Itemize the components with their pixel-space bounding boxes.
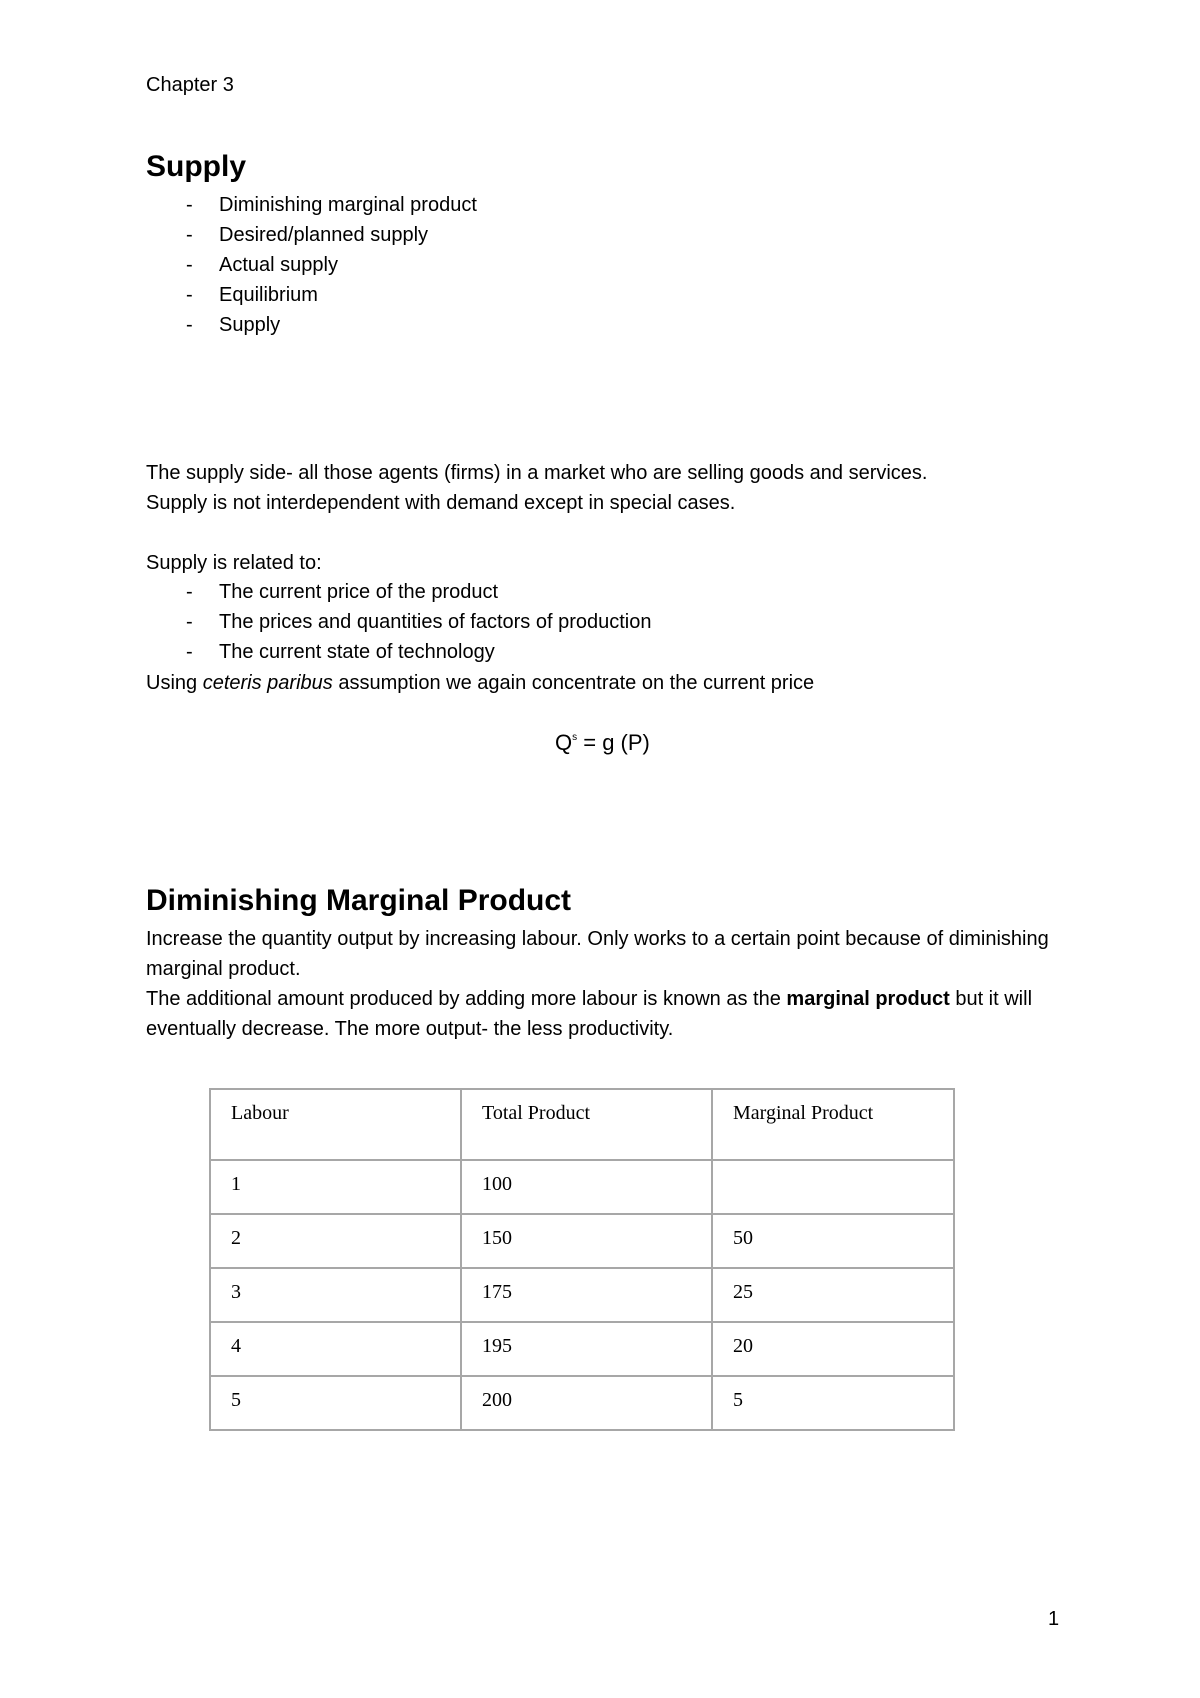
table-cell: 25 [712,1268,954,1322]
table-header-row [210,1089,954,1160]
list-item [146,607,651,637]
italic-term: ceteris paribus [202,672,333,694]
list-item-text: Equilibrium [219,284,318,306]
table-cell: 100 [461,1160,712,1214]
text-fragment: The additional amount produced by adding more labour is known as the [146,988,787,1010]
paragraph [146,984,1066,1044]
formula-superscript: s [572,732,578,743]
list-item-text: Supply [219,314,281,336]
table-cell: 4 [210,1322,461,1376]
list-item [146,250,477,280]
list-item-text: Diminishing marginal product [219,194,477,216]
text-fragment: Using [146,672,203,694]
dash-bullet: - [186,581,193,603]
table-row [210,1214,954,1268]
dash-bullet: - [186,611,193,633]
chapter-label: Chapter 3 [146,74,234,96]
table-cell: 175 [461,1268,712,1322]
ceteris-paribus-line [146,668,814,698]
list-item-text: Actual supply [219,254,338,276]
dmp-paragraph [146,924,1066,1044]
table-row [210,1322,954,1376]
table-cell: 5 [712,1376,954,1430]
table-row [210,1268,954,1322]
dash-bullet: - [186,254,193,276]
list-item [146,190,477,220]
dash-bullet: - [186,284,193,306]
list-item [146,280,477,310]
formula-q: Q [555,730,573,755]
list-item-text: Desired/planned supply [219,224,429,246]
marginal-product-table [209,1088,955,1431]
bold-term: marginal product [786,988,950,1010]
table-row [210,1376,954,1430]
list-item-text: The current price of the product [219,581,499,603]
dash-bullet: - [186,194,193,216]
dash-bullet: - [186,224,193,246]
related-intro: Supply is related to: [146,552,322,574]
supply-topic-list [146,190,477,340]
paragraph: Increase the quantity output by increasing labour. Only works to a certain point because of diminishing marginal product. [146,928,1049,980]
text-fragment: assumption we again concentrate on the current price [332,672,815,694]
paragraph-line: Supply is not interdependent with demand except in special cases. [146,492,736,514]
table-cell: 1 [210,1160,461,1214]
table-cell [712,1160,954,1214]
column-header: Labour [210,1089,461,1160]
list-item-text: The prices and quantities of factors of production [219,611,652,633]
table-cell: 200 [461,1376,712,1430]
paragraph-line: The supply side- all those agents (firms) in a market who are selling goods and services. [146,462,928,484]
section-title-dmp: Diminishing Marginal Product [146,884,572,917]
table-cell: 20 [712,1322,954,1376]
page-number: 1 [1048,1608,1060,1630]
formula-rest: = g (P) [577,730,650,755]
list-item [146,637,651,667]
table-cell: 5 [210,1376,461,1430]
supply-formula [555,730,650,756]
list-item [146,220,477,250]
list-item [146,310,477,340]
list-item [146,577,651,607]
dash-bullet: - [186,314,193,336]
column-header: Total Product [461,1089,712,1160]
list-item-text: The current state of technology [219,641,495,663]
dash-bullet: - [186,641,193,663]
supply-side-paragraph [146,458,927,518]
related-factors-list [146,577,651,667]
table-cell: 50 [712,1214,954,1268]
text-fragment: but it will eventually decrease. The more output- the less productivity. [146,988,1033,1040]
table-cell: 195 [461,1322,712,1376]
column-header: Marginal Product [712,1089,954,1160]
section-title-supply: Supply [146,150,247,183]
table-cell: 2 [210,1214,461,1268]
table-cell: 3 [210,1268,461,1322]
table-cell: 150 [461,1214,712,1268]
table-row [210,1160,954,1214]
